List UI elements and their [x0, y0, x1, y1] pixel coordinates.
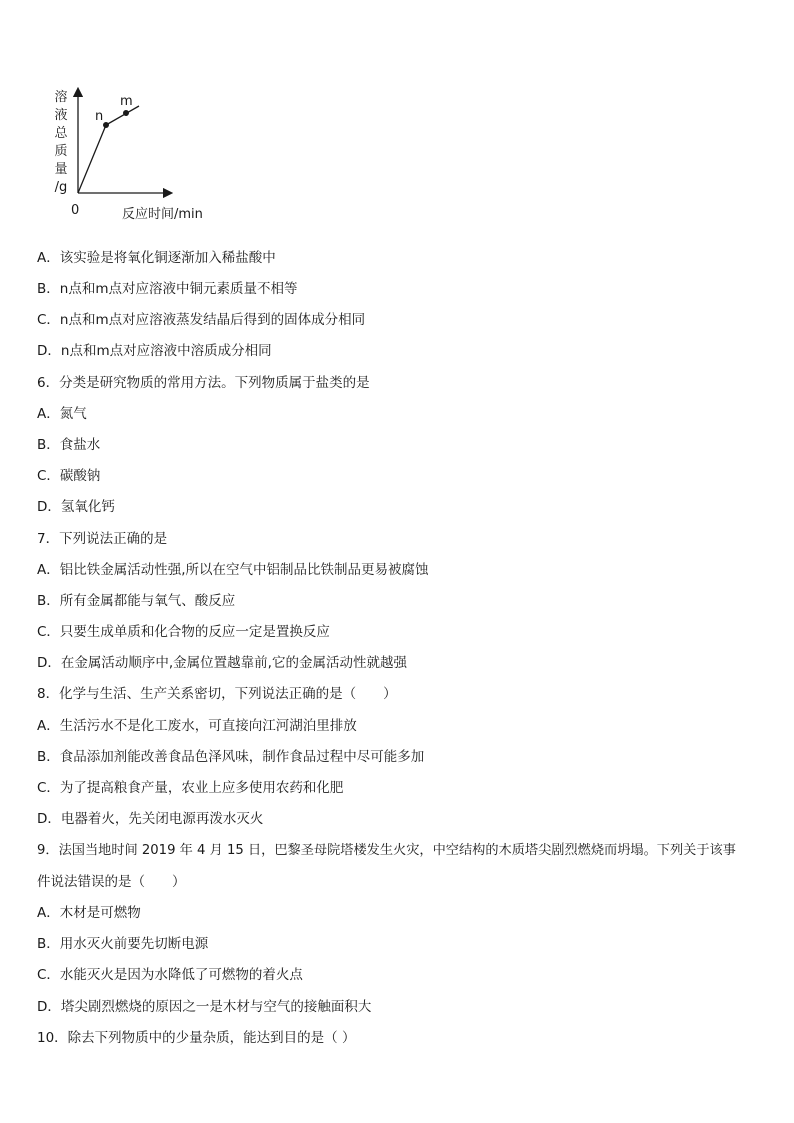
point-n-label: n	[95, 109, 104, 124]
q6-option-b: B．食盐水	[37, 437, 101, 453]
q6-option-d: D．氢氧化钙	[37, 499, 115, 515]
q7-option-d: D．在金属活动顺序中,金属位置越靠前,它的金属活动性就越强	[37, 655, 407, 671]
q7-option-a: A．铝比铁金属活动性强,所以在空气中铝制品比铁制品更易被腐蚀	[37, 562, 429, 578]
q7-option-b: B．所有金属都能与氧气、酸反应	[37, 593, 236, 609]
q6-option-c: C．碳酸钠	[37, 468, 101, 484]
q5-option-b: B．n点和m点对应溶液中铜元素质量不相等	[37, 281, 298, 297]
q6-option-a: A．氮气	[37, 406, 87, 422]
ylabel-char: 液	[54, 108, 68, 123]
q8-option-d: D．电器着火，先关闭电源再泼水灭火	[37, 811, 264, 827]
q9-option-a: A．木材是可燃物	[37, 905, 141, 921]
q8-option-a: A．生活污水不是化工废水，可直接向江河湖泊里排放	[37, 718, 357, 734]
q8-option-c: C．为了提高粮食产量，农业上应多使用农药和化肥	[37, 780, 344, 796]
q9-option-b: B．用水灭火前要先切断电源	[37, 936, 209, 952]
point-m-label: m	[120, 94, 133, 109]
q9-stem-line2: 件说法错误的是（ ）	[37, 874, 186, 890]
ylabel-char: 质	[54, 144, 68, 159]
graph-origin: 0	[71, 203, 80, 218]
q7-option-c: C．只要生成单质和化合物的反应一定是置换反应	[37, 624, 330, 640]
point-m-dot	[123, 110, 129, 116]
ylabel-char: 总	[54, 126, 68, 141]
reaction-graph	[50, 86, 220, 226]
q6-stem: 6．分类是研究物质的常用方法。下列物质属于盐类的是	[37, 375, 370, 391]
q5-option-a: A．该实验是将氧化铜逐渐加入稀盐酸中	[37, 250, 276, 266]
q10-stem: 10．除去下列物质中的少量杂质，能达到目的是（ ）	[37, 1030, 356, 1046]
graph-x-axis-label: 反应时间/min	[122, 207, 203, 222]
q8-stem: 8．化学与生活、生产关系密切，下列说法正确的是（ ）	[37, 686, 397, 702]
q5-option-d: D．n点和m点对应溶液中溶质成分相同	[37, 343, 272, 359]
q9-stem-line1: 9．法国当地时间 2019 年 4 月 15 日，巴黎圣母院塔楼发生火灾，中空结构的木质塔尖剧烈燃烧而坍塌。下列关于该事	[37, 843, 736, 858]
point-n-dot	[103, 122, 109, 128]
q5-option-c: C．n点和m点对应溶液蒸发结晶后得到的固体成分相同	[37, 312, 366, 328]
q9-option-c: C．水能灭火是因为水降低了可燃物的着火点	[37, 967, 303, 983]
q7-stem: 7．下列说法正确的是	[37, 531, 168, 547]
ylabel-char: /g	[54, 180, 68, 195]
q9-option-d: D．塔尖剧烈燃烧的原因之一是木材与空气的接触面积大	[37, 999, 372, 1015]
q8-option-b: B．食品添加剂能改善食品色泽风味，制作食品过程中尽可能多加	[37, 749, 425, 765]
curve-rise	[78, 125, 106, 193]
ylabel-char: 量	[54, 162, 68, 177]
ylabel-char: 溶	[54, 90, 68, 105]
